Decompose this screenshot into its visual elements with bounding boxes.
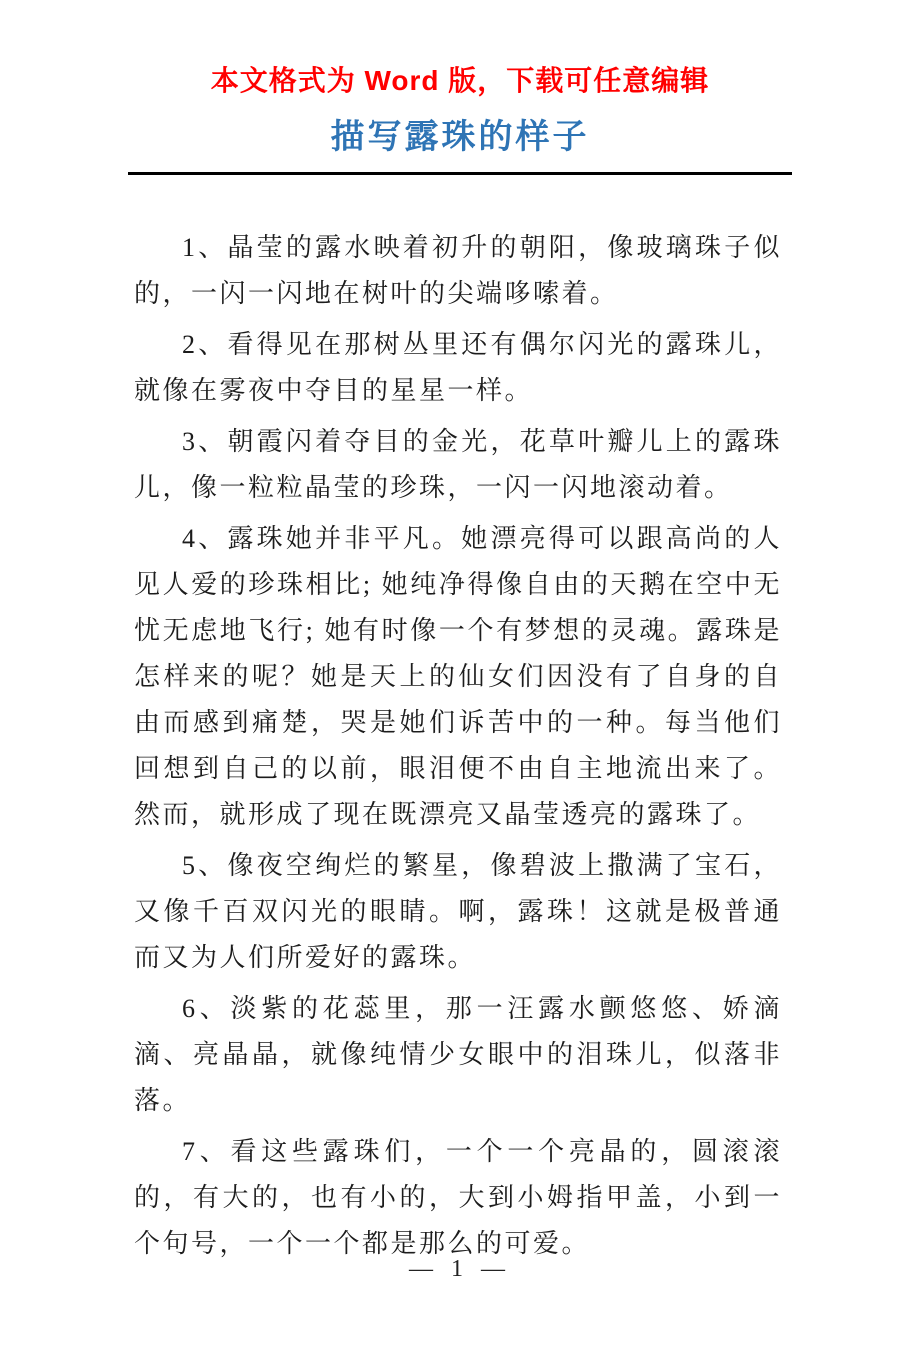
paragraph-1: 1、晶莹的露水映着初升的朝阳，像玻璃珠子似的，一闪一闪地在树叶的尖端哆嗦着。 <box>134 233 782 308</box>
page-footer <box>0 1256 920 1283</box>
paragraph-4: 4、露珠她并非平凡。她漂亮得可以跟高尚的人见人爱的珍珠相比; 她纯净得像自由的天鹅在空中无忧无虑地飞行; 她有时像一个有梦想的灵魂。露珠是怎样来的呢？她是天上的仙女们因没有了自身的自由而感到痛楚，哭是她们诉苦中的一种。每当他们回想到自己的以前，眼泪便不由自主地流出来了。然而，就形成了现在既漂亮又晶莹透亮的露珠了。 <box>134 524 782 829</box>
paragraph-3: 3、朝霞闪着夺目的金光，花草叶瓣儿上的露珠儿，像一粒粒晶莹的珍珠，一闪一闪地滚动着。 <box>134 427 782 502</box>
page-number: — 1 — <box>409 1256 511 1282</box>
paragraph-7: 7、看这些露珠们，一个一个亮晶的，圆滚滚的，有大的，也有小的，大到小姆指甲盖，小到一个句号，一个一个都是那么的可爱。 <box>134 1137 782 1258</box>
paragraph-5: 5、像夜空绚烂的繁星，像碧波上撒满了宝石，又像千百双闪光的眼睛。啊，露珠！这就是极普通而又为人们所爱好的露珠。 <box>134 851 782 972</box>
paragraph-2: 2、看得见在那树丛里还有偶尔闪光的露珠儿，就像在雾夜中夺目的星星一样。 <box>134 330 782 405</box>
document-page <box>0 64 920 1366</box>
document-body <box>134 225 782 1267</box>
title-divider-line <box>128 172 792 175</box>
paragraph-6: 6、淡紫的花蕊里，那一汪露水颤悠悠、娇滴滴、亮晶晶，就像纯情少女眼中的泪珠儿，似落非落。 <box>134 994 782 1115</box>
document-title: 描写露珠的样子 <box>330 119 590 156</box>
header-notice: 本文格式为 Word 版，下载可任意编辑 <box>210 65 710 96</box>
